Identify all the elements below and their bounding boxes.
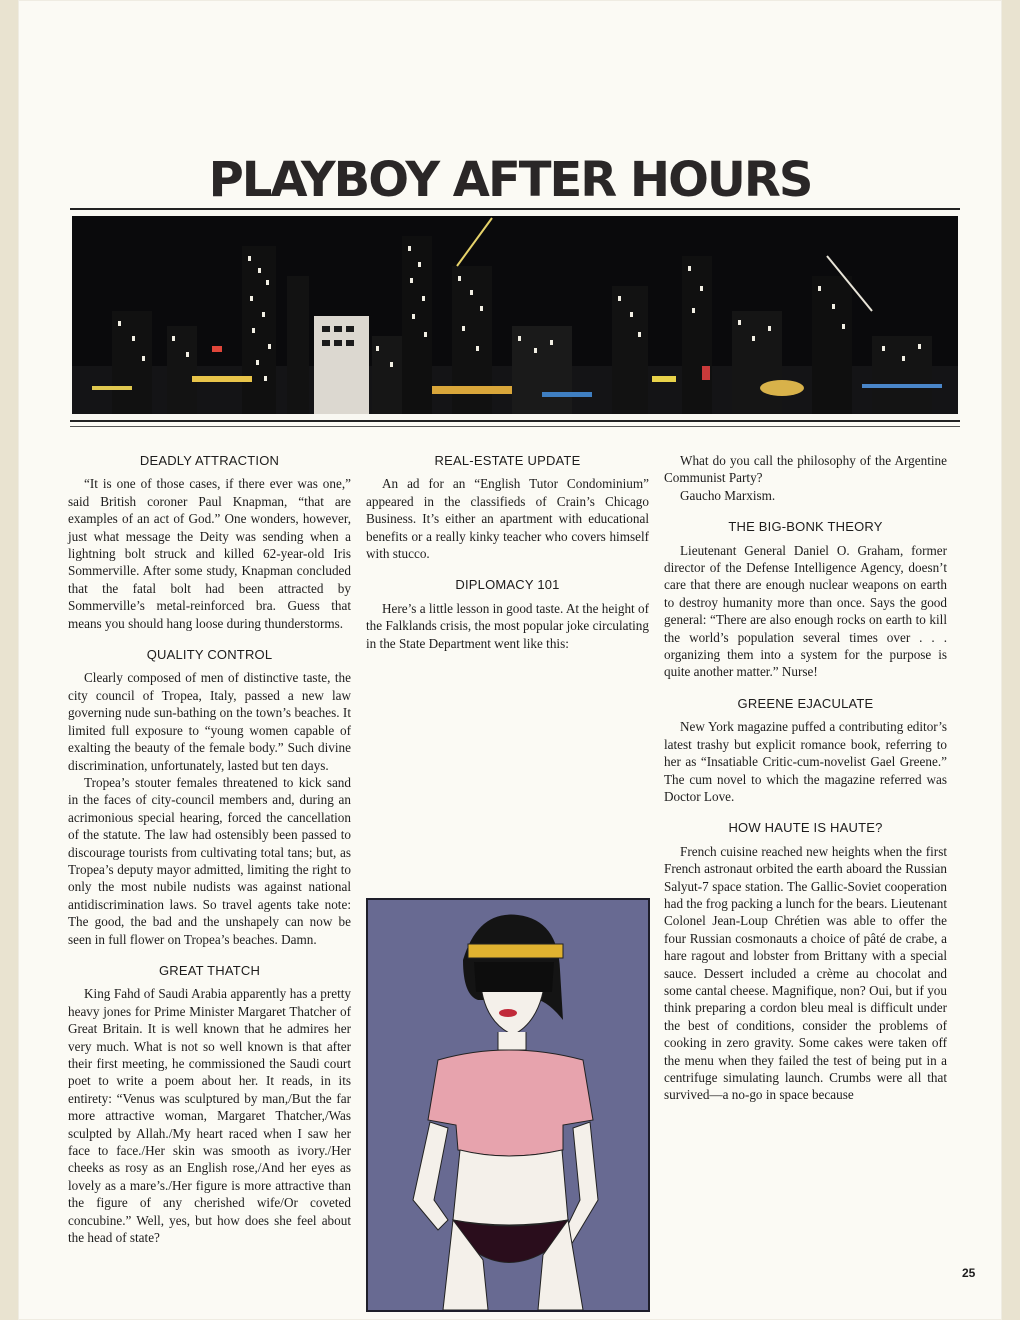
text-quality-control-2: Tropea’s stouter females threatened to kick sand in the faces of city-council members and, during an acrimonious special hearing, forced the cancellation of the statute. The law had ostensibly been passed to discourage tourists from cultivating total tans; but, as Tropea’s deputy mayor admitted, limiting the right to only the most nubile nudists was against national antidiscrimination laws. So travel agents take note: The good, the bad and the unshapely can now be seen in full flower on Tropea’s beaches. Damn.	[68, 774, 351, 947]
woman-illustration	[366, 898, 650, 1312]
text-diplomacy-1: Here’s a little lesson in good taste. At the height of the Falklands crisis, the most popular joke circulating in the State Department went like this:	[366, 600, 649, 651]
heading-deadly-attraction: DEADLY ATTRACTION	[139, 453, 280, 468]
text-quality-control-1: Clearly composed of men of distinctive taste, the city council of Tropea, Italy, passed a new law governing nude sun-bathing on the town’s beaches. It limited full exposure to “young women capable of exalting the beauty of the female body.” Such divine discrimination, unfortunately, lasted but ten days.	[68, 670, 351, 773]
building	[112, 311, 152, 414]
text-greene: New York magazine puffed a contributing editor’s latest trashy but explicit romance book, referring to her as “Insatiable Critic-cum-novelist Gael Greene.” The cum novel to which the magazine referred was Doctor Love.	[664, 719, 947, 804]
heading-haute: HOW HAUTE IS HAUTE?	[728, 820, 883, 836]
magazine-page	[18, 0, 1002, 1320]
text-diplomacy-3: Gaucho Marxism.	[680, 487, 776, 503]
text-great-thatch: King Fahd of Saudi Arabia apparently has a pretty heavy jones for Prime Minister Margaret Thatcher of Great Britain. It is well known that he admires her very much. What is not so well known is that after their first meeting, he commissioned the Saudi court poet to write a poem about her. It reads, in its entirety: “Venus was sculptured by man,/But the far more attractive woman, Margaret Thatcher,/Was sculpted by Allah./My heart raced when I saw her face to face./Her skin was smooth as ivory./Her cheeks as rosy as an English rose,/And her eyes as lovely as a mare’s./Her figure is more attractive than the figure of any cherished wife/Or coveted concubine.” Well, yes, but how does she feel about the head of state?	[68, 986, 351, 1246]
text-deadly-attraction: “It is one of those cases, if there ever was one,” said British coroner Paul Knapman, “that are examples of an act of God.” One wonders, however, just what message the Deity was sending when a lightning bolt struck and killed 62-year-old Iris Sommerville. After some study, Knapman concluded that the fatal bolt had been attracted by Sommerville’s metal-reinforced bra. Guess that means you should hang loose during thunderstorms.	[68, 476, 351, 631]
column-2	[366, 452, 649, 652]
text-big-bonk: Lieutenant General Daniel O. Graham, former director of the Defense Intelligence Agency, doesn’t care that there are enough nuclear weapons on earth to destroy humanity more than once. Says the good general: “There are also enough rocks on earth to kill the world’s population several times over . . . organizing them into a system for the purpose is quite another matter.” Nurse!	[664, 542, 947, 680]
heading-real-estate: REAL-ESTATE UPDATE	[434, 453, 581, 468]
page-title: PLAYBOY AFTER HOURS	[208, 152, 812, 208]
heading-diplomacy: DIPLOMACY 101	[455, 577, 560, 593]
column-3	[664, 452, 947, 1104]
text-real-estate: An ad for an “English Tutor Condominium” appeared in the classifieds of Crain’s Chicago Business. It’s either an apartment with educational benefits or a really kinky teacher who covers himself with stucco.	[366, 476, 649, 562]
skyline-illustration	[72, 216, 958, 414]
heading-quality-control: QUALITY CONTROL	[146, 647, 273, 663]
page-number: 25	[962, 1266, 976, 1280]
text-haute: French cuisine reached new heights when the first French astronaut orbited the earth aboard the Russian Salyut-7 space station. The Gallic-Soviet cooperation had the frog packing a lunch for the bears. Lieutenant Colonel Jean-Loup Chrétien was able to offer the four Russian cosmonauts a choice of pâté de crabe, a hare ragout and lobster from Brittany with a special sauce. Dessert included a crème au chocolat and some cantal cheese. Magnifique, non? Oui, but if you think preparing a cordon bleu meal is difficult under the best of conditions, consider the problems of cooking in zero gravity. Some cakes were taken off the menu when they failed the test of being put in a centrifuge simulating launch. Crumbs were all that survived—a no-go in space because	[664, 843, 947, 1103]
heading-greene: GREENE EJACULATE	[737, 695, 874, 711]
woman-figure-drawing	[368, 900, 648, 1310]
heading-big-bonk: THE BIG-BONK THEORY	[728, 519, 883, 535]
heading-great-thatch: GREAT THATCH	[158, 962, 261, 978]
column-1	[68, 452, 351, 1246]
city-skyline-banner	[70, 208, 960, 422]
header-rule	[70, 426, 960, 427]
text-diplomacy-2: What do you call the philosophy of the Argentine Communist Party?	[664, 453, 947, 486]
